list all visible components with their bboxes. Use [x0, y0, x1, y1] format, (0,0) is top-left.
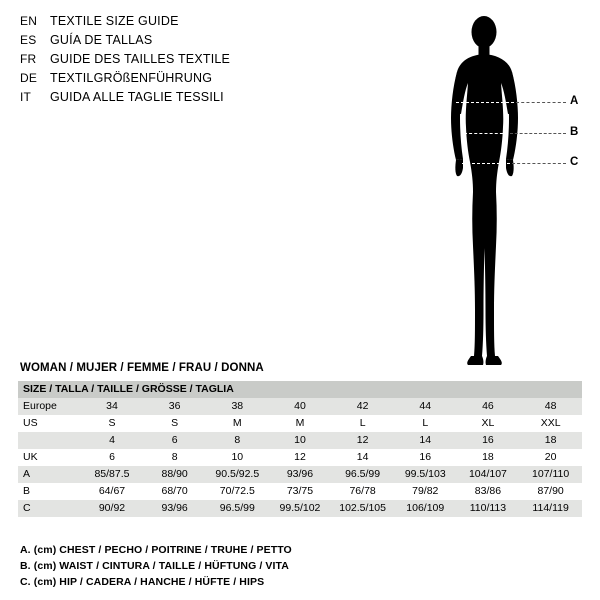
table-cell: 79/82: [394, 483, 457, 500]
language-title: GUÍA DE TALLAS: [50, 33, 153, 47]
table-cell: 36: [143, 398, 206, 415]
table-cell: 34: [81, 398, 144, 415]
footnote-c: C. (cm) HIP / CADERA / HANCHE / HÜFTE / HIPS: [20, 576, 265, 588]
table-cell: 73/75: [269, 483, 332, 500]
table-cell: 93/96: [269, 466, 332, 483]
measurement-footnotes: [20, 542, 540, 590]
measure-line-waist-outer: [510, 133, 566, 134]
measure-line-chest-inner: [456, 102, 514, 103]
table-cell: 68/70: [143, 483, 206, 500]
table-cell: 87/90: [519, 483, 582, 500]
row-label: UK: [18, 449, 81, 466]
table-cell: 18: [457, 449, 520, 466]
table-row: [18, 466, 582, 483]
table-cell: 90/92: [81, 500, 144, 517]
size-table-body: [18, 398, 582, 517]
table-cell: M: [206, 415, 269, 432]
language-title-list: [20, 14, 400, 109]
table-cell: 96.5/99: [206, 500, 269, 517]
table-cell: 20: [519, 449, 582, 466]
table-cell: 96.5/99: [331, 466, 394, 483]
table-cell: L: [331, 415, 394, 432]
table-cell: 8: [143, 449, 206, 466]
table-cell: 4: [81, 432, 144, 449]
table-cell: 64/67: [81, 483, 144, 500]
table-cell: 99.5/102: [269, 500, 332, 517]
table-cell: 8: [206, 432, 269, 449]
table-row: [18, 415, 582, 432]
table-cell: 38: [206, 398, 269, 415]
table-row: [18, 449, 582, 466]
table-cell: 10: [206, 449, 269, 466]
language-row: [20, 90, 400, 109]
footnote-b: B. (cm) WAIST / CINTURA / TAILLE / HÜFTUNG / VITA: [20, 560, 289, 572]
language-row: [20, 33, 400, 52]
table-cell: 18: [519, 432, 582, 449]
language-row: [20, 52, 400, 71]
table-cell: 14: [331, 449, 394, 466]
language-code: EN: [20, 14, 38, 28]
language-title: GUIDE DES TAILLES TEXTILE: [50, 52, 231, 66]
language-row: [20, 14, 400, 33]
table-cell: 93/96: [143, 500, 206, 517]
table-cell: 12: [331, 432, 394, 449]
table-cell: 14: [394, 432, 457, 449]
row-label: C: [18, 500, 81, 517]
measure-label-a: A: [570, 95, 579, 107]
table-row: [18, 500, 582, 517]
row-label: [18, 432, 81, 449]
measure-line-hip-inner: [462, 163, 510, 164]
table-cell: 16: [394, 449, 457, 466]
table-cell: 16: [457, 432, 520, 449]
table-cell: 83/86: [457, 483, 520, 500]
measure-label-b: B: [570, 126, 579, 138]
table-row: [18, 398, 582, 415]
table-header-row: [18, 381, 582, 398]
table-cell: 10: [269, 432, 332, 449]
table-cell: 44: [394, 398, 457, 415]
measure-line-hip-outer: [512, 163, 566, 164]
size-table-head: [18, 381, 582, 398]
language-title: TEXTILE SIZE GUIDE: [50, 14, 179, 28]
table-cell: 99.5/103: [394, 466, 457, 483]
row-label: B: [18, 483, 81, 500]
table-cell: 76/78: [331, 483, 394, 500]
language-title: GUIDA ALLE TAGLIE TESSILI: [50, 90, 224, 104]
measure-line-waist-inner: [464, 133, 508, 134]
language-code: IT: [20, 90, 32, 104]
table-cell: 104/107: [457, 466, 520, 483]
measure-label-c: C: [570, 156, 579, 168]
woman-silhouette-icon: [420, 10, 590, 375]
row-label: A: [18, 466, 81, 483]
table-cell: 40: [269, 398, 332, 415]
size-table-header-label: SIZE / TALLA / TAILLE / GRÖSSE / TAGLIA: [18, 381, 582, 398]
table-cell: 88/90: [143, 466, 206, 483]
table-cell: 6: [143, 432, 206, 449]
table-cell: 6: [81, 449, 144, 466]
size-table-wrap: [18, 381, 582, 517]
language-code: DE: [20, 71, 38, 85]
table-cell: 110/113: [457, 500, 520, 517]
female-silhouette-figure: [420, 10, 590, 375]
table-cell: XXL: [519, 415, 582, 432]
table-cell: XL: [457, 415, 520, 432]
table-cell: L: [394, 415, 457, 432]
measure-line-chest-outer: [516, 102, 566, 103]
table-cell: 102.5/105: [331, 500, 394, 517]
language-row: [20, 71, 400, 90]
language-code: ES: [20, 33, 37, 47]
table-row: [18, 432, 582, 449]
table-cell: 85/87.5: [81, 466, 144, 483]
language-title: TEXTILGRÖßENFÜHRUNG: [50, 71, 213, 85]
table-cell: 42: [331, 398, 394, 415]
table-cell: 48: [519, 398, 582, 415]
row-label: US: [18, 415, 81, 432]
table-cell: 70/72.5: [206, 483, 269, 500]
table-cell: 46: [457, 398, 520, 415]
table-cell: 107/110: [519, 466, 582, 483]
table-cell: M: [269, 415, 332, 432]
row-label: Europe: [18, 398, 81, 415]
footnote-a: A. (cm) CHEST / PECHO / POITRINE / TRUHE / PETTO: [20, 544, 292, 556]
table-row: [18, 483, 582, 500]
table-cell: 12: [269, 449, 332, 466]
table-cell: S: [81, 415, 144, 432]
size-table: [18, 381, 582, 517]
section-title-woman: WOMAN / MUJER / FEMME / FRAU / DONNA: [20, 362, 264, 374]
table-cell: 90.5/92.5: [206, 466, 269, 483]
table-cell: S: [143, 415, 206, 432]
table-cell: 114/119: [519, 500, 582, 517]
table-cell: 106/109: [394, 500, 457, 517]
language-code: FR: [20, 52, 37, 66]
